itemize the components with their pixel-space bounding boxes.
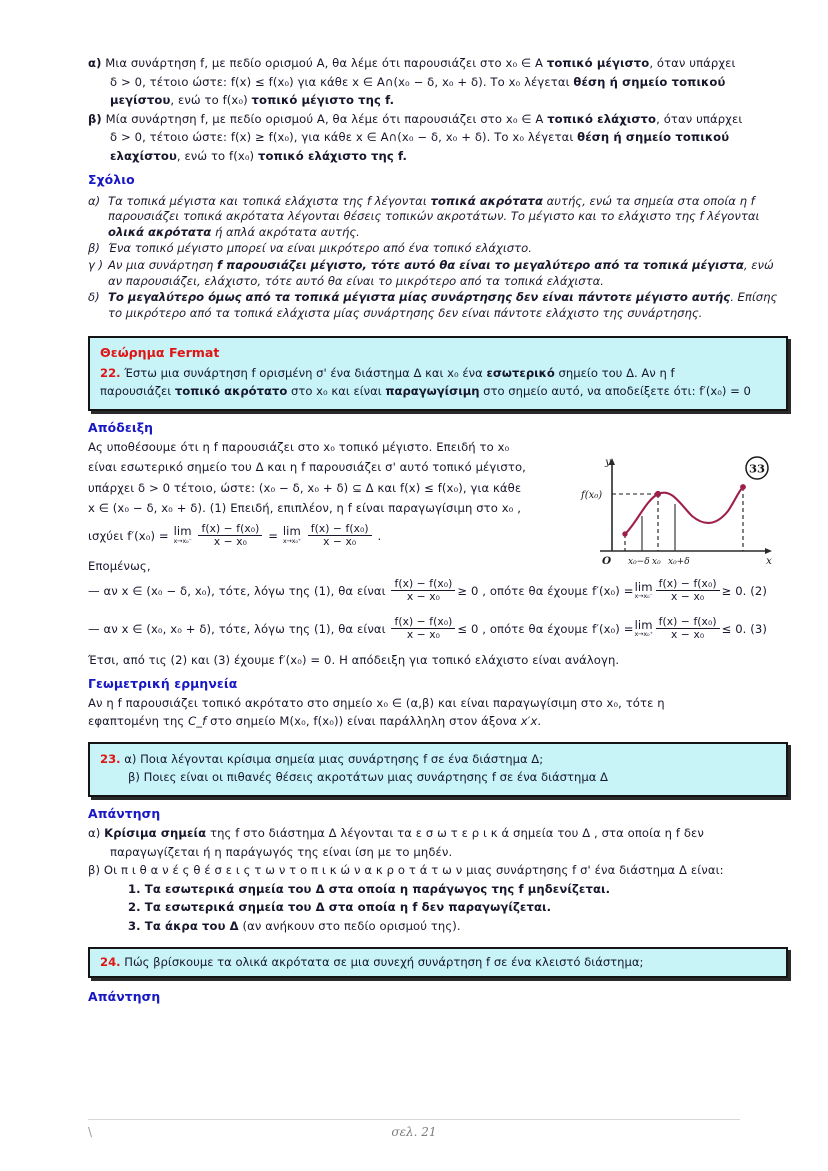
question-24-text: Πώς βρίσκουμε τα ολικά ακρότατα σε μια συνεχή συνάρτηση f σε ένα κλειστό διάστημα; (124, 954, 644, 969)
question-23-line-b (100, 769, 776, 787)
answer-24-heading: Απάντηση (88, 989, 161, 1005)
answer-23-a-t1: της f στο διάστημα Δ λέγονται τα (206, 825, 416, 840)
definition-a-line2 (88, 74, 788, 89)
question-24-number: 24. (100, 954, 121, 969)
definition-b-line1-bold: τοπικό ελάχιστο (547, 111, 657, 126)
definition-b-x0: x₀ (512, 130, 525, 145)
comment-item-marker: γ ) (88, 258, 104, 273)
page-footer (88, 1125, 740, 1145)
limit-word: lim (173, 524, 192, 539)
question-24-box (88, 947, 788, 979)
geometric-l2b: στο σημείο (206, 714, 280, 729)
fraction-denominator: x − x₀ (391, 628, 455, 641)
question-23-text-b: β) Ποιες είναι οι πιθανές θέσεις ακροτάτων μιας συνάρτησης f σε ένα διάστημα Δ (128, 769, 608, 784)
definition-b-l3a: , ενώ το (176, 148, 230, 163)
answer-23-b-marker: β) (88, 863, 101, 878)
proof-bullet-2-tag: . (3) (742, 622, 767, 637)
limit-operator (634, 579, 653, 601)
geometric-heading: Γεωμετρική ερμηνεία (88, 675, 238, 691)
fermat-l1-bold: εσωτερικό (486, 365, 555, 380)
definition-b-line2 (88, 132, 788, 144)
answer-23-line-a1 (88, 825, 788, 840)
proof-l5-eq: = (268, 528, 279, 543)
comment-item-marker: α) (88, 193, 101, 208)
figure-number-label: 33 (748, 461, 766, 476)
fraction-denominator: x − x₀ (391, 590, 455, 603)
question-24-line (100, 954, 776, 972)
definition-b-line1-pre: Μία συνάρτηση f, με πεδίο ορισμού Α, θα λέμε ότι παρουσιάζει στο (105, 111, 506, 126)
question-23-text-a: α) Ποια λέγονται κρίσιμα σημεία μιας συνάρτησης f σε ένα διάστημα Δ; (124, 752, 544, 766)
proof-bullet-2-rel1: ≤ 0 (457, 622, 479, 637)
difference-quotient (391, 578, 455, 603)
definition-a-line3 (88, 95, 788, 107)
answer-23-a-marker: α) (88, 825, 101, 840)
proof-l4b: . (1) Επειδή, επιπλέον, η f είναι παραγωγίσιμη στο x₀ , (202, 501, 521, 516)
question-23-box (88, 742, 788, 797)
proof-bullet-2-lhs: f′(x₀) = (592, 622, 634, 637)
comment-item-text: Το μεγαλύτερο όμως από τα τοπικά μέγιστα μίας συνάρτησης δεν είναι πάντοτε μέγιστο αυτής. Επίσης το μικρότερο από τα τοπικά ελάχιστα μίας συνάρτησης δεν είναι πάντοτε ελάχιστο της συνάρτησης. (108, 290, 778, 321)
proof-bullet-1-tag: . (2) (742, 584, 767, 599)
difference-quotient (656, 578, 720, 603)
limit-below: x→x₀⁻ (634, 592, 653, 601)
definition-b-delta: δ > 0 (110, 130, 143, 145)
curve-left-endpoint (622, 531, 627, 536)
definition-a-x0: x₀ (508, 74, 521, 89)
proof-bullet-2-dash: — (88, 622, 100, 637)
difference-quotient (308, 523, 372, 548)
proof-l3-math: (x₀ − δ, x₀ + δ) ⊆ Δ και f(x) ≤ f(x₀) (258, 480, 463, 495)
answer-23-b-spaced: π ι θ α ν έ ς θ έ σ ε ι ς τ ω ν τ ο π ι κ ώ ν α κ ρ ο τ ά τ ω ν (120, 863, 463, 878)
proof-text (88, 439, 568, 549)
proof-bullet-2-rel2: ≤ 0 (721, 622, 743, 637)
definition-b-marker: β) (88, 111, 102, 126)
limit-operator (634, 617, 653, 639)
fraction-numerator: f(x) − f(x₀) (201, 522, 260, 535)
fx0-label: f(x₀) (581, 489, 603, 501)
definition-a-l3-bold2: τοπικό μέγιστο της f. (251, 93, 395, 108)
proof-bullet-1-rel2: ≥ 0 (721, 584, 743, 599)
proof-l3b: , για κάθε (462, 480, 522, 495)
definition-a-line1-math: x₀ ∈ Α (505, 56, 544, 70)
definition-a-l3-bold1: μεγίστου (110, 93, 171, 108)
proof-line-2: είναι εσωτερικό σημείο του Δ και η f παρουσιάζει σ' αυτό τοπικό μέγιστο, (88, 460, 526, 475)
proof-bullet-2-c: , οπότε θα έχουμε (478, 622, 593, 637)
geometric-line-1 (88, 695, 788, 710)
comment-item-text: Αν μια συνάρτηση f παρουσιάζει μέγιστο, τότε αυτό θα είναι το μεγαλύτερο από τα τοπικά μέγιστα, ενώ αν παρουσιάζει, ελάχιστο, τότε αυτό θα είναι το μικρότερο από τα τοπικά ελάχιστα. (108, 258, 774, 288)
proof-final-math: f′(x₀) = 0 (278, 653, 332, 668)
fermat-l2-bold2: παραγωγίσιμη (385, 383, 480, 398)
graph-svg (580, 454, 780, 569)
definition-a-l2a: , τέτοιο ώστε: (142, 74, 231, 89)
proof-bullet-1-dash: — (88, 584, 100, 599)
difference-quotient (656, 616, 720, 641)
fermat-l2-bold1: τοπικό ακρότατο (174, 383, 288, 398)
definition-b-fx0: f(x₀) (229, 148, 255, 163)
proof-bullet-2-interval: x ∈ (x₀, x₀ + δ) (121, 622, 212, 637)
curve-local-max-point (655, 491, 661, 497)
fermat-theorem-box (88, 336, 788, 411)
definition-a-marker: α) (88, 56, 102, 70)
footer-rule (88, 1119, 740, 1120)
geometric-point-M: Μ(x₀, f(x₀)) (279, 714, 344, 729)
definition-a-line1-bold: τοπικό μέγιστο (546, 56, 650, 70)
answer-23-line-a2: παραγωγίζεται ή η παράγωγός της είναι ίση με το μηδέν. (110, 844, 453, 859)
fermat-l1b: ένα (458, 365, 487, 380)
proof-bullet-1-interval: x ∈ (x₀ − δ, x₀) (121, 584, 212, 599)
x-tick-x0-plus-delta: x₀+δ (668, 556, 690, 567)
fermat-statement-line2 (100, 383, 776, 401)
x-tick-x0-minus-delta: x₀−δ (628, 556, 650, 567)
answer-23-a-spaced: ε σ ω τ ε ρ ι κ ά (415, 825, 510, 840)
proof-heading: Απόδειξη (88, 419, 154, 435)
origin-label: O (602, 554, 612, 567)
definition-a-line1-post: , όταν υπάρχει (649, 56, 736, 70)
page-number: σελ. 21 (391, 1125, 437, 1139)
geometric-l1b: και είναι παραγωγίσιμη στο x₀, τότε η (434, 695, 665, 710)
definition-b-interval: x ∈ Α∩(x₀ − δ, x₀ + δ) (355, 130, 487, 145)
fraction-numerator: f(x) − f(x₀) (394, 615, 453, 629)
geometric-curve-symbol: C_f (188, 714, 207, 729)
curve-right-endpoint (740, 484, 746, 490)
definition-b-line1 (88, 111, 788, 126)
definition-b-l3-bold1: ελαχίστου (110, 148, 177, 163)
question-23-number: 23. (100, 752, 121, 766)
answer-23-a-t2: σημεία του Δ , στα οποία η f δεν (509, 825, 704, 840)
answer-23-item-3-bold: 3. Τα άκρα του Δ (128, 918, 239, 933)
proof-l5-lhs: f′(x₀) = (127, 528, 169, 543)
limit-word: lim (634, 579, 653, 594)
comment-item (88, 290, 788, 321)
limit-below: x→x₀⁺ (282, 536, 301, 545)
proof-bullet-1-a: αν (103, 584, 122, 599)
geometric-l1-math: x₀ ∈ (α,β) (376, 695, 435, 710)
answer-23-b-t2: μιας συνάρτησης f σ' ένα διάστημα Δ είναι: (462, 863, 724, 878)
proof-final-a: Έτσι, από τις (2) και (3) έχουμε (88, 653, 279, 668)
comment-item (88, 258, 788, 289)
proof-line-3 (88, 480, 568, 495)
answer-23-a-bold: Κρίσιμα σημεία (104, 825, 207, 840)
fermat-statement-line1 (100, 365, 776, 383)
comment-item-marker: δ) (88, 290, 100, 305)
fraction-numerator: f(x) − f(x₀) (394, 577, 453, 591)
difference-quotient (391, 616, 455, 641)
page-content (88, 58, 788, 1011)
definition-b-ineq: f(x) ≥ f(x₀) (230, 130, 294, 145)
definition-b-l2d: λέγεται (524, 130, 578, 145)
comment-item (88, 194, 788, 241)
proof-l4-math: x ∈ (x₀ − δ, x₀ + δ) (88, 501, 203, 516)
proof-l5-tail: . (377, 528, 382, 543)
definition-a-ineq: f(x) ≤ f(x₀) (230, 74, 294, 89)
fermat-l2d: στο σημείο αυτό, να αποδείξετε ότι: (479, 383, 700, 398)
definition-a-interval: x ∈ Α∩(x₀ − δ, x₀ + δ) (352, 74, 483, 89)
fermat-box-title: Θεώρημα Fermat (100, 344, 220, 360)
proof-line-1: Ας υποθέσουμε ότι η f παρουσιάζει στο x₀ τοπικό μέγιστο. Επειδή το x₀ (88, 439, 510, 454)
proof-bullet-1-c: , οπότε θα έχουμε (478, 584, 593, 599)
limit-operator (174, 526, 192, 544)
geometric-l2a: εφαπτομένη της (88, 714, 189, 729)
answer-23-line-b (88, 865, 788, 877)
fraction-numerator: f(x) − f(x₀) (658, 615, 717, 629)
figure-local-maximum-graph (580, 454, 780, 569)
fermat-x0: x₀ (447, 365, 459, 380)
fraction-numerator: f(x) − f(x₀) (658, 577, 717, 591)
comment-item-text: Ένα τοπικό μέγιστο μπορεί να είναι μικρότερο από ένα τοπικό ελάχιστο. (108, 241, 532, 256)
answer-23-item-3-tail: (αν ανήκουν στο πεδίο ορισμού της). (238, 918, 461, 933)
fermat-number: 22. (100, 365, 121, 380)
limit-below: x→x₀⁺ (634, 630, 653, 639)
definition-a-line1-pre: Μια συνάρτηση f, με πεδίο ορισμού Α, θα λέμε ότι παρουσιάζει στο (105, 56, 506, 70)
answer-23-heading: Απάντηση (88, 805, 161, 821)
geometric-l2c: είναι παράλληλη στον άξονα (343, 714, 521, 729)
proof-l3a: υπάρχει δ > 0 τέτοιο, ώστε: (88, 480, 259, 495)
proof-bullet-2-b: , τότε, λόγω της (1), θα είναι (211, 622, 390, 637)
definition-b-line1-math: x₀ ∈ Α (505, 111, 544, 126)
definition-a-delta: δ > 0 (110, 74, 143, 89)
answer-23-item-2: 2. Τα εσωτερικά σημεία του Δ στα οποία η f δεν παραγωγίζεται. (128, 900, 552, 915)
proof-bullet-1-lhs: f′(x₀) = (592, 584, 634, 599)
answer-23-item-3 (88, 918, 788, 933)
comment-item-marker: β) (88, 241, 100, 256)
fraction-denominator: x − x₀ (308, 535, 372, 548)
geometric-line-2 (88, 716, 788, 728)
fermat-l2a: παρουσιάζει (100, 383, 175, 398)
proof-bullet-1-rel1: ≥ 0 (457, 584, 479, 599)
question-23-line-a (100, 751, 776, 769)
fermat-l1c: σημείο του Δ. Αν η f (554, 365, 675, 380)
definition-b-l2a: , τέτοιο ώστε: (142, 130, 231, 145)
definition-a-l2d: λέγεται (520, 74, 574, 89)
proof-bullet-1-formula (592, 577, 767, 604)
proof-line-4 (88, 503, 568, 515)
proof-bullet-2 (88, 617, 788, 642)
answer-23-b-t1: Οι (103, 863, 121, 878)
fermat-l2b: στο (287, 383, 317, 398)
limit-word: lim (634, 617, 653, 632)
geometric-l2d: . (537, 714, 542, 729)
definition-a-l3a: , ενώ το (170, 93, 223, 108)
definition-a-line1 (88, 58, 788, 70)
definition-b-line3 (88, 148, 788, 163)
fraction-denominator: x − x₀ (656, 590, 720, 603)
x-axis-label: x (766, 554, 772, 567)
fraction-denominator: x − x₀ (656, 628, 720, 641)
proof-line-6: Επομένως, (88, 558, 151, 573)
definition-a-l2b: για κάθε (293, 74, 353, 89)
limit-operator (283, 526, 301, 544)
fermat-l1a: Έστω μια συνάρτηση f ορισμένη σ' ένα διάστημα Δ και (124, 365, 448, 380)
geometric-axis-symbol: x′x (520, 714, 538, 729)
fermat-conclusion: f′(x₀) = 0 (699, 383, 751, 398)
proof-line-5 (88, 524, 568, 549)
proof-conclusion (88, 655, 788, 667)
fraction-numerator: f(x) − f(x₀) (310, 522, 369, 535)
definition-a-l2-bold: θέση ή σημείο τοπικού (573, 74, 726, 89)
footer-slash-mark: \ (88, 1125, 93, 1139)
comment-heading: Σχόλιο (88, 171, 135, 187)
geometric-l1a: Αν η f παρουσιάζει τοπικό ακρότατο στο σημείο (88, 695, 377, 710)
definition-a-fx0: f(x₀) (222, 93, 248, 108)
fermat-l2c: και είναι (327, 383, 386, 398)
definition-a-l2c: . Το (482, 74, 509, 89)
fraction-denominator: x − x₀ (198, 535, 262, 548)
proof-bullet-2-formula (592, 615, 767, 642)
proof-l5-pre: ισχύει (88, 528, 124, 543)
fermat-l2-x0: x₀ (316, 383, 328, 398)
y-axis-label: y (605, 455, 611, 468)
proof-bullet-2-a: αν (103, 622, 122, 637)
proof-derivative-formula (127, 522, 382, 548)
x-axis-arrow (765, 548, 772, 554)
difference-quotient (198, 523, 262, 548)
comment-item-text: Τα τοπικά μέγιστα και τοπικά ελάχιστα της f λέγονται τοπικά ακρότατα αυτής, ενώ τα σημεία στα οποία η f παρουσιάζει τοπικά ακρότατα λέγονται θέσεις τοπικών ακροτάτων. Το μέγιστο και το ελάχιστο της f λέγονται ολικά ακρότατα ή απλά ακρότατα αυτής. (108, 193, 760, 239)
proof-bullet-1-b: , τότε, λόγω της (1), θα είναι (211, 584, 390, 599)
proof-bullet-1 (88, 579, 788, 604)
definition-b-l2b: , για κάθε (293, 130, 356, 145)
definition-b-l3-bold2: τοπικό ελάχιστο της f. (257, 148, 408, 163)
x-tick-x0: x₀ (652, 556, 661, 567)
definition-b-l2c: . Το (486, 130, 513, 145)
proof-final-b: . Η απόδειξη για τοπικό ελάχιστο είναι ανάλογη. (331, 653, 620, 668)
limit-below: x→x₀⁻ (173, 536, 192, 545)
definition-b-line1-post: , όταν υπάρχει (656, 111, 743, 126)
definition-b-l2-bold: θέση ή σημείο τοπικού (577, 130, 730, 145)
limit-word: lim (282, 524, 301, 539)
answer-23-item-1: 1. Τα εσωτερικά σημεία του Δ στα οποία η παράγωγος της f μηδενίζεται. (128, 881, 611, 896)
comment-item (88, 241, 788, 257)
